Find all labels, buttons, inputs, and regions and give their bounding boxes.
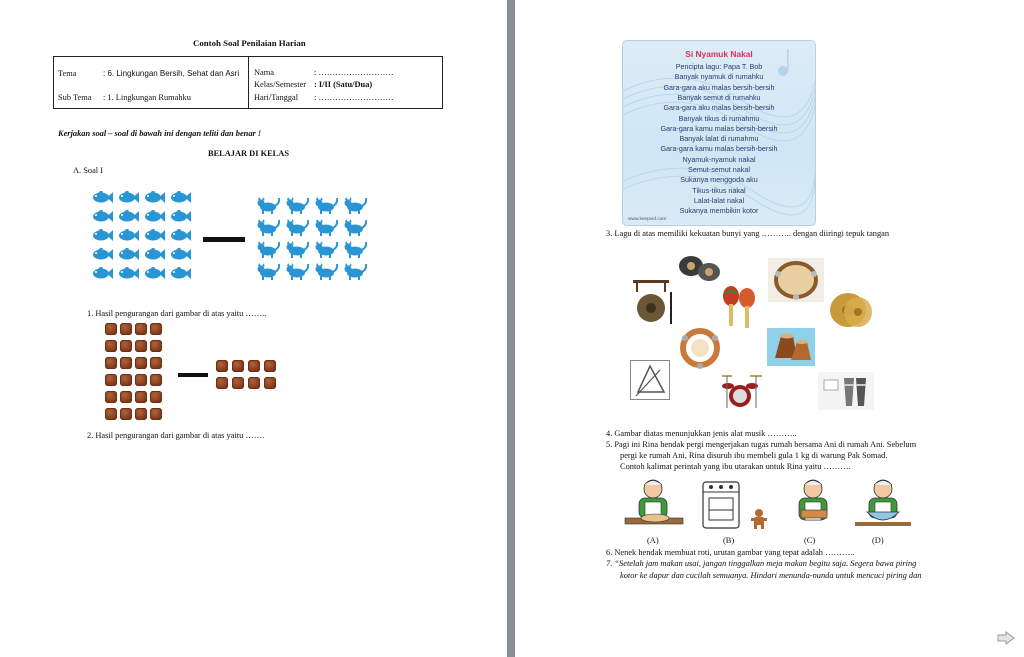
cookie-icon — [150, 374, 162, 386]
cookie-group-left — [105, 323, 165, 425]
maracas-icon — [719, 284, 759, 330]
option-c: (C) — [804, 536, 816, 545]
cookie-icon — [120, 408, 132, 420]
cat-icon — [314, 197, 338, 214]
minus-sign — [203, 237, 245, 242]
question-7-line-2: kotor ke dapur dan cucilah semuanya. Hindari menunda-nunda untuk mencuci piring dan — [620, 571, 922, 580]
fish-icon — [143, 248, 165, 261]
fish-icon — [91, 210, 113, 223]
cookie-icon — [105, 374, 117, 386]
fish-icon — [117, 191, 139, 204]
tema-label: Tema — [58, 69, 77, 78]
kelas-label: Kelas/Semester — [254, 80, 307, 89]
question-5-line-1: 5. Pagi ini Rina hendak pergi mengerjakan tugas rumah bersama Ani di rumah Ani. Sebelum — [606, 440, 917, 449]
cookie-icon — [264, 360, 276, 372]
fish-group — [91, 191, 195, 286]
cookie-icon — [150, 323, 162, 335]
fish-icon — [143, 191, 165, 204]
cookie-group-right — [216, 360, 280, 394]
song-source: www.keepvid.com — [628, 217, 667, 222]
cat-icon — [343, 197, 367, 214]
song-lyrics-card — [622, 40, 816, 226]
table-divider — [248, 57, 249, 108]
question-7-line-1: 7. “Setelah jam makan usai, jangan tinggalkan meja makan begitu saja. Segera bawa piring — [606, 559, 917, 568]
song-title: Si Nyamuk Nakal — [685, 49, 753, 59]
cat-icon — [343, 241, 367, 258]
cookie-icon — [120, 391, 132, 403]
fish-icon — [169, 248, 191, 261]
kelas-value: : I/II (Satu/Dua) — [314, 80, 373, 89]
song-line: Semut-semut nakal — [688, 165, 750, 174]
question-5-line-3: Contoh kalimat perintah yang ibu utarakan untuk Rina yaitu ………. — [620, 462, 851, 471]
song-line: Nyamuk-nyamuk nakal — [682, 154, 756, 164]
cookie-icon — [248, 377, 260, 389]
question-1: 1. Hasil pengurangan dari gambar di atas yaitu …….. — [87, 309, 267, 318]
song-line: Banyak lalat di rumahmu — [679, 134, 759, 144]
grandma-mixing-picture — [853, 476, 913, 532]
song-line: Gara-gara aku malas bersih-bersih — [663, 82, 775, 92]
fish-icon — [91, 267, 113, 280]
section-a-label: A. Soal I — [73, 166, 104, 175]
fish-icon — [117, 229, 139, 242]
drum-set-icon — [718, 372, 764, 410]
cookie-icon — [135, 374, 147, 386]
fish-icon — [169, 229, 191, 242]
cookie-icon — [105, 323, 117, 335]
gingerbread-picture — [750, 508, 768, 530]
fish-icon — [143, 267, 165, 280]
cymbals-icon — [828, 290, 874, 330]
cookie-icon — [150, 391, 162, 403]
fish-icon — [169, 191, 191, 204]
tambourine-icon — [768, 258, 824, 302]
cat-icon — [285, 263, 309, 280]
grandma-tray-picture — [785, 476, 843, 532]
song-line: Gara-gara kamu malas bersih-bersih — [660, 123, 778, 133]
cookie-icon — [150, 357, 162, 369]
cat-icon — [285, 219, 309, 236]
cookie-icon — [216, 360, 228, 372]
cookie-icon — [120, 323, 132, 335]
cookie-icon — [216, 377, 228, 389]
cookie-icon — [135, 408, 147, 420]
cat-icon — [256, 241, 280, 258]
fish-icon — [169, 210, 191, 223]
song-line: Banyak tikus di rumahmu — [678, 113, 760, 123]
cookie-icon — [248, 360, 260, 372]
cat-icon — [256, 197, 280, 214]
cookie-icon — [232, 360, 244, 372]
song-line: Banyak semut di rumahku — [677, 92, 761, 102]
fish-icon — [117, 210, 139, 223]
cookie-icon — [120, 357, 132, 369]
cat-icon — [285, 197, 309, 214]
question-5-line-2: pergi ke rumah Ani, Rina disuruh ibu membeli gula 1 kg di warung Pak Somad. — [620, 451, 888, 460]
tema-value: : 6. Lingkungan Bersih, Sehat dan Asri — [103, 69, 240, 78]
fish-icon — [91, 191, 113, 204]
song-line: Pencipta lagu: Papa T. Bob — [675, 62, 763, 71]
subtema-value: : 1. Lingkungan Rumahku — [103, 93, 191, 102]
cookie-icon — [120, 374, 132, 386]
document-page-right — [515, 0, 1024, 657]
cat-group — [256, 197, 372, 285]
conga-icon — [818, 372, 874, 410]
cookie-icon — [135, 340, 147, 352]
cat-icon — [285, 241, 309, 258]
question-4: 4. Gambar diatas menunjukkan jenis alat musik ……….. — [606, 429, 797, 438]
oven-picture — [701, 480, 741, 530]
option-d: (D) — [872, 536, 884, 545]
cookie-icon — [105, 340, 117, 352]
document-title: Contoh Soal Penilaian Harian — [193, 38, 306, 48]
arrow-right-icon[interactable] — [997, 631, 1015, 645]
option-b: (B) — [723, 536, 735, 545]
cookie-icon — [150, 340, 162, 352]
question-6: 6. Nenek hendak membuat roti, urutan gambar yang tepat adalah ……….. — [606, 548, 855, 557]
cat-icon — [314, 219, 338, 236]
fish-icon — [117, 248, 139, 261]
gong-icon — [627, 278, 675, 328]
triangle-icon — [630, 360, 670, 400]
document-page-left — [0, 0, 507, 657]
song-line: Lalat-lalat nakal — [693, 195, 745, 205]
option-a: (A) — [647, 536, 659, 545]
subtema-label: Sub Tema — [58, 93, 92, 102]
cat-icon — [314, 263, 338, 280]
cookie-icon — [135, 391, 147, 403]
fish-icon — [169, 267, 191, 280]
fish-icon — [117, 267, 139, 280]
nama-label: Nama — [254, 68, 274, 77]
question-2: 2. Hasil pengurangan dari gambar di atas yaitu ……. — [87, 431, 265, 440]
cookie-icon — [105, 357, 117, 369]
cat-icon — [343, 263, 367, 280]
cookie-icon — [150, 408, 162, 420]
song-line: Gara-gara kamu malas bersih-bersih — [660, 144, 778, 154]
tambourine-small-icon — [677, 326, 723, 370]
cat-icon — [256, 263, 280, 280]
cookie-icon — [264, 377, 276, 389]
fish-icon — [91, 248, 113, 261]
instruction-text: Kerjakan soal – soal di bawah ini dengan teliti dan benar ! — [58, 129, 262, 138]
fish-icon — [143, 210, 165, 223]
cat-icon — [314, 241, 338, 258]
song-line: Banyak nyamuk di rumahku — [674, 72, 764, 82]
castanets-icon — [675, 248, 723, 288]
drums-icon — [767, 328, 815, 366]
hari-value: : ……………………… — [314, 93, 394, 102]
fish-icon — [143, 229, 165, 242]
cookie-icon — [105, 408, 117, 420]
cat-icon — [343, 219, 367, 236]
page-divider — [507, 0, 515, 657]
cat-icon — [256, 219, 280, 236]
song-line: Tikus-tikus nakal — [692, 185, 746, 195]
hari-label: Hari/Tanggal — [254, 93, 299, 102]
song-line: Gara-gara aku malas bersih-bersih — [663, 103, 775, 113]
cookie-icon — [120, 340, 132, 352]
cookie-icon — [135, 323, 147, 335]
song-line: Sukanya menggoda aku — [680, 175, 758, 185]
minus-sign-2 — [178, 373, 208, 377]
fish-icon — [91, 229, 113, 242]
grandma-kneading-picture — [623, 476, 685, 532]
cookie-icon — [135, 357, 147, 369]
cookie-icon — [105, 391, 117, 403]
nama-value: : ……………………… — [314, 68, 394, 77]
question-3: 3. Lagu di atas memiliki kekuatan bunyi yang ……….. dengan diiringi tepuk tangan — [606, 229, 890, 238]
song-line: Sukanya membikin kotor — [679, 206, 759, 216]
section-heading: BELAJAR DI KELAS — [208, 149, 289, 158]
cookie-icon — [232, 377, 244, 389]
